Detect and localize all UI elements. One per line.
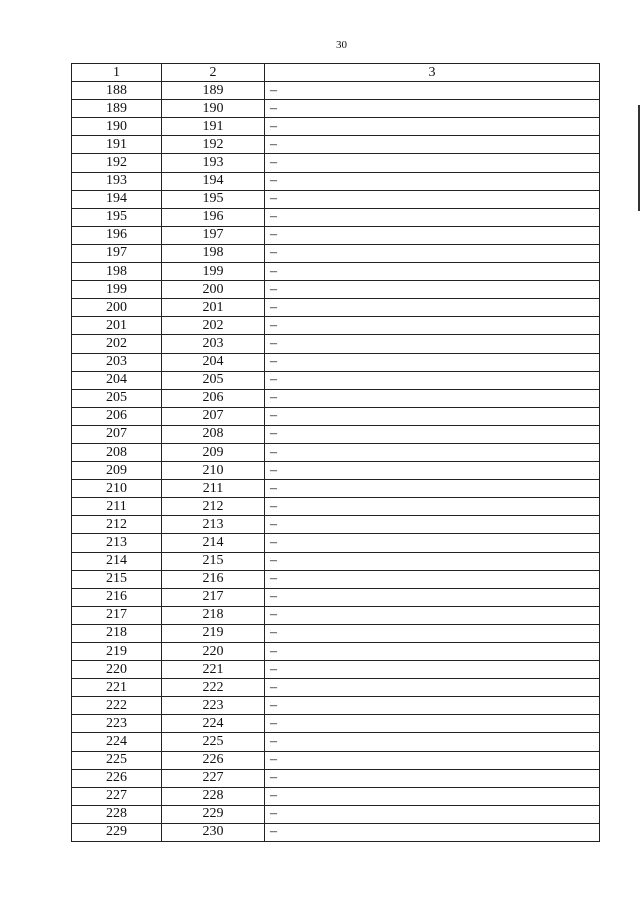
table-row bbox=[72, 823, 600, 841]
data-table bbox=[71, 63, 600, 842]
table-row bbox=[72, 769, 600, 787]
table-cell-col3: – bbox=[265, 462, 600, 480]
table-cell-col1: 209 bbox=[72, 462, 162, 480]
table-cell-col1: 204 bbox=[72, 371, 162, 389]
table-cell-col2: 210 bbox=[162, 462, 265, 480]
table-body bbox=[72, 82, 600, 842]
table-cell-col3: – bbox=[265, 172, 600, 190]
column-header-1: 1 bbox=[72, 64, 162, 82]
table-row bbox=[72, 534, 600, 552]
table-row bbox=[72, 353, 600, 371]
table-cell-col1: 210 bbox=[72, 480, 162, 498]
table-row bbox=[72, 100, 600, 118]
table-cell-col3: – bbox=[265, 317, 600, 335]
table-cell-col3: – bbox=[265, 588, 600, 606]
table-cell-col2: 205 bbox=[162, 371, 265, 389]
table-cell-col3: – bbox=[265, 823, 600, 841]
table-cell-col1: 206 bbox=[72, 407, 162, 425]
table-row bbox=[72, 570, 600, 588]
table-cell-col1: 205 bbox=[72, 389, 162, 407]
table-cell-col1: 227 bbox=[72, 787, 162, 805]
table-cell-col2: 221 bbox=[162, 661, 265, 679]
table-cell-col1: 208 bbox=[72, 443, 162, 461]
table-cell-col1: 211 bbox=[72, 498, 162, 516]
table-row bbox=[72, 462, 600, 480]
table-cell-col3: – bbox=[265, 443, 600, 461]
column-header-2: 2 bbox=[162, 64, 265, 82]
table-row bbox=[72, 679, 600, 697]
table-row bbox=[72, 733, 600, 751]
table-row bbox=[72, 697, 600, 715]
table-cell-col1: 226 bbox=[72, 769, 162, 787]
table-cell-col3: – bbox=[265, 751, 600, 769]
table-cell-col1: 193 bbox=[72, 172, 162, 190]
table-cell-col1: 224 bbox=[72, 733, 162, 751]
table-cell-col3: – bbox=[265, 516, 600, 534]
table-row bbox=[72, 661, 600, 679]
table-row bbox=[72, 371, 600, 389]
table-row bbox=[72, 281, 600, 299]
table-row bbox=[72, 263, 600, 281]
table-row bbox=[72, 787, 600, 805]
table-row bbox=[72, 172, 600, 190]
table-cell-col2: 206 bbox=[162, 389, 265, 407]
table-cell-col1: 192 bbox=[72, 154, 162, 172]
table-cell-col2: 208 bbox=[162, 425, 265, 443]
table-row bbox=[72, 751, 600, 769]
table-cell-col3: – bbox=[265, 353, 600, 371]
table-cell-col2: 191 bbox=[162, 118, 265, 136]
table-cell-col3: – bbox=[265, 263, 600, 281]
table-cell-col1: 223 bbox=[72, 715, 162, 733]
table-row bbox=[72, 335, 600, 353]
table-cell-col1: 220 bbox=[72, 661, 162, 679]
table-cell-col2: 227 bbox=[162, 769, 265, 787]
table-cell-col2: 229 bbox=[162, 805, 265, 823]
table-cell-col1: 203 bbox=[72, 353, 162, 371]
table-cell-col1: 191 bbox=[72, 136, 162, 154]
table-cell-col3: – bbox=[265, 643, 600, 661]
table-row bbox=[72, 82, 600, 100]
table-cell-col1: 201 bbox=[72, 317, 162, 335]
table-cell-col2: 226 bbox=[162, 751, 265, 769]
table-row bbox=[72, 480, 600, 498]
table-cell-col2: 190 bbox=[162, 100, 265, 118]
table-cell-col3: – bbox=[265, 679, 600, 697]
table-cell-col2: 198 bbox=[162, 244, 265, 262]
table-cell-col3: – bbox=[265, 534, 600, 552]
table-cell-col2: 207 bbox=[162, 407, 265, 425]
table-cell-col2: 193 bbox=[162, 154, 265, 172]
table-cell-col2: 197 bbox=[162, 226, 265, 244]
table-cell-col1: 202 bbox=[72, 335, 162, 353]
table-cell-col2: 223 bbox=[162, 697, 265, 715]
table-cell-col2: 192 bbox=[162, 136, 265, 154]
table-cell-col2: 225 bbox=[162, 733, 265, 751]
table-row bbox=[72, 317, 600, 335]
table-cell-col3: – bbox=[265, 371, 600, 389]
table-row bbox=[72, 299, 600, 317]
table-cell-col3: – bbox=[265, 281, 600, 299]
table-cell-col3: – bbox=[265, 299, 600, 317]
table-cell-col2: 215 bbox=[162, 552, 265, 570]
table-cell-col3: – bbox=[265, 570, 600, 588]
table-cell-col2: 200 bbox=[162, 281, 265, 299]
table-cell-col2: 219 bbox=[162, 624, 265, 642]
table-cell-col1: 218 bbox=[72, 624, 162, 642]
table-row bbox=[72, 552, 600, 570]
table-cell-col1: 229 bbox=[72, 823, 162, 841]
table-row bbox=[72, 443, 600, 461]
table-cell-col3: – bbox=[265, 190, 600, 208]
table-cell-col1: 194 bbox=[72, 190, 162, 208]
table-row bbox=[72, 643, 600, 661]
table-cell-col3: – bbox=[265, 82, 600, 100]
table-cell-col1: 216 bbox=[72, 588, 162, 606]
table-cell-col2: 209 bbox=[162, 443, 265, 461]
table-cell-col1: 219 bbox=[72, 643, 162, 661]
table-cell-col3: – bbox=[265, 154, 600, 172]
table-row bbox=[72, 606, 600, 624]
column-header-3: 3 bbox=[265, 64, 600, 82]
table-cell-col1: 207 bbox=[72, 425, 162, 443]
table-cell-col3: – bbox=[265, 552, 600, 570]
table-cell-col1: 195 bbox=[72, 208, 162, 226]
table-cell-col1: 228 bbox=[72, 805, 162, 823]
table-row bbox=[72, 425, 600, 443]
table-row bbox=[72, 805, 600, 823]
table-cell-col2: 217 bbox=[162, 588, 265, 606]
header-row bbox=[72, 64, 600, 82]
table-cell-col1: 213 bbox=[72, 534, 162, 552]
table-cell-col1: 197 bbox=[72, 244, 162, 262]
table-cell-col3: – bbox=[265, 244, 600, 262]
table-header bbox=[72, 64, 600, 82]
table-cell-col3: – bbox=[265, 389, 600, 407]
table-cell-col1: 190 bbox=[72, 118, 162, 136]
table-cell-col3: – bbox=[265, 118, 600, 136]
table-cell-col1: 212 bbox=[72, 516, 162, 534]
table-cell-col3: – bbox=[265, 787, 600, 805]
table-row bbox=[72, 498, 600, 516]
table-cell-col3: – bbox=[265, 100, 600, 118]
table-row bbox=[72, 389, 600, 407]
table-cell-col2: 220 bbox=[162, 643, 265, 661]
table-cell-col3: – bbox=[265, 661, 600, 679]
table-cell-col2: 212 bbox=[162, 498, 265, 516]
table-cell-col2: 228 bbox=[162, 787, 265, 805]
table-cell-col1: 199 bbox=[72, 281, 162, 299]
table-cell-col3: – bbox=[265, 715, 600, 733]
table-cell-col1: 217 bbox=[72, 606, 162, 624]
table-cell-col2: 214 bbox=[162, 534, 265, 552]
table-cell-col2: 230 bbox=[162, 823, 265, 841]
table-cell-col2: 224 bbox=[162, 715, 265, 733]
table-row bbox=[72, 407, 600, 425]
table-cell-col3: – bbox=[265, 805, 600, 823]
table-row bbox=[72, 136, 600, 154]
table-cell-col2: 201 bbox=[162, 299, 265, 317]
table-cell-col3: – bbox=[265, 733, 600, 751]
table-cell-col1: 215 bbox=[72, 570, 162, 588]
table-cell-col3: – bbox=[265, 606, 600, 624]
table-cell-col1: 189 bbox=[72, 100, 162, 118]
table-cell-col2: 218 bbox=[162, 606, 265, 624]
table-row bbox=[72, 190, 600, 208]
table-cell-col2: 195 bbox=[162, 190, 265, 208]
table-cell-col1: 214 bbox=[72, 552, 162, 570]
table-row bbox=[72, 208, 600, 226]
table-cell-col2: 213 bbox=[162, 516, 265, 534]
table-cell-col2: 222 bbox=[162, 679, 265, 697]
table-cell-col3: – bbox=[265, 425, 600, 443]
table-cell-col1: 222 bbox=[72, 697, 162, 715]
table-cell-col1: 200 bbox=[72, 299, 162, 317]
table-cell-col3: – bbox=[265, 480, 600, 498]
table-cell-col2: 216 bbox=[162, 570, 265, 588]
table-cell-col1: 188 bbox=[72, 82, 162, 100]
table-cell-col3: – bbox=[265, 769, 600, 787]
table-row bbox=[72, 154, 600, 172]
table-cell-col1: 221 bbox=[72, 679, 162, 697]
page-number: 30 bbox=[336, 39, 347, 51]
table-cell-col3: – bbox=[265, 697, 600, 715]
table-cell-col2: 203 bbox=[162, 335, 265, 353]
table-cell-col1: 196 bbox=[72, 226, 162, 244]
table-cell-col1: 225 bbox=[72, 751, 162, 769]
table-row bbox=[72, 226, 600, 244]
table-cell-col2: 202 bbox=[162, 317, 265, 335]
table-cell-col3: – bbox=[265, 208, 600, 226]
table-row bbox=[72, 588, 600, 606]
table-row bbox=[72, 118, 600, 136]
table-cell-col3: – bbox=[265, 624, 600, 642]
table-row bbox=[72, 624, 600, 642]
table-cell-col3: – bbox=[265, 407, 600, 425]
table-cell-col3: – bbox=[265, 498, 600, 516]
table-cell-col2: 194 bbox=[162, 172, 265, 190]
table-row bbox=[72, 516, 600, 534]
table-row bbox=[72, 244, 600, 262]
table-cell-col1: 198 bbox=[72, 263, 162, 281]
table-cell-col2: 211 bbox=[162, 480, 265, 498]
table-cell-col2: 196 bbox=[162, 208, 265, 226]
table-cell-col3: – bbox=[265, 136, 600, 154]
table-row bbox=[72, 715, 600, 733]
table-cell-col2: 189 bbox=[162, 82, 265, 100]
table-cell-col3: – bbox=[265, 335, 600, 353]
table-cell-col2: 204 bbox=[162, 353, 265, 371]
table-cell-col2: 199 bbox=[162, 263, 265, 281]
table-cell-col3: – bbox=[265, 226, 600, 244]
